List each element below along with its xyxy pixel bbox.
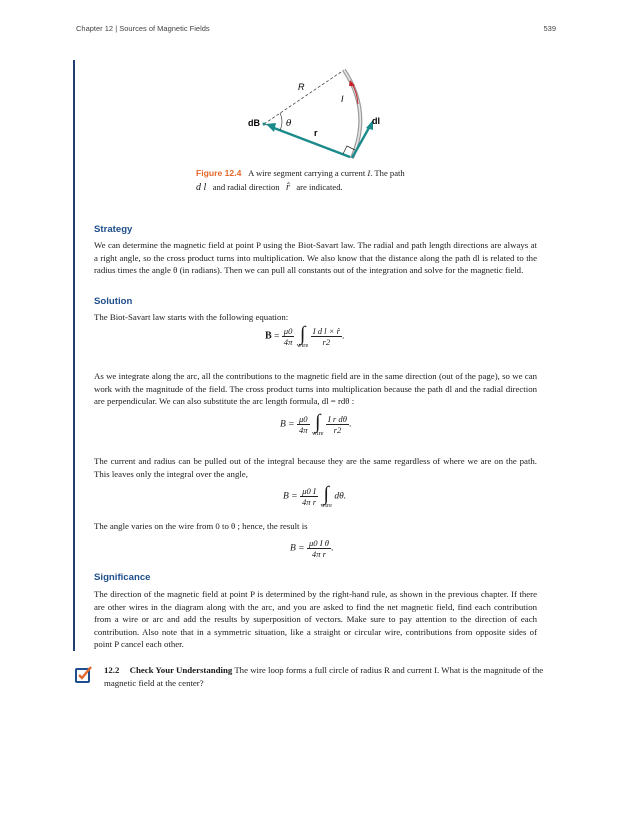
eq1-int-sub: wire [296, 342, 309, 349]
eq3-integrand: dθ. [334, 491, 347, 502]
caption-current: I [367, 168, 371, 178]
running-header-chapter: Chapter 12 | Sources of Magnetic Fields [76, 24, 210, 33]
equation-result: B = $\frac{\text{μ0 I θ}}{\text{4π r}}$ . [290, 538, 334, 559]
caption-dl: d l [196, 182, 207, 193]
point-p-dot [263, 123, 266, 126]
equation-arc-substitution: B = $\frac{\mu 0}{4\pi}$ ∫ wire $\frac{\text{I r dθ}}{r2}$ . [280, 411, 352, 437]
equation-angle-integral: B = $\frac{\mu 0 I}{\text{4π r}}$ ∫ wire dθ. [283, 483, 347, 509]
eq4-den: 4π r [311, 549, 327, 559]
check-your-understanding-icon [74, 664, 94, 684]
strategy-paragraph: We can determine the magnetic field at point P using the Biot-Savart law. The radial and path length directions are always at a right angle, so the cross product turns into multiplication. We also know that the distance along the path dl is related to the radius times the angle θ (in radians). Then we can pull all constants out of the integration and solve for the magnetic field. [94, 240, 537, 276]
r-vector [274, 128, 350, 157]
significance-paragraph: The direction of the magnetic field at point P is determined by the right-hand rule, as shown in the previous chapter. If there are other wires in the diagram along with the arc, and you are asked to find the net magnetic field, find each contribution from a wire or arc and add the results by superposition of vectors. Make sure to pay attention to the direction of each contribution. Also note that in a symmetric situation, like a straight or circular wire, contributions from opposite sides of point P cancel each other. [94, 589, 537, 650]
eq4-num: μ0 I θ [308, 538, 329, 548]
figure-caption [196, 166, 486, 195]
eq1-integrand-den: r2 [322, 337, 331, 347]
eq4-lhs: B = [290, 543, 305, 554]
caption-text-1: A wire segment carrying a current [248, 168, 366, 178]
eq2-num: μ0 [298, 414, 308, 424]
eq3-lhs: B = [283, 491, 298, 502]
significance-heading: Significance [94, 572, 151, 583]
eq2-den: 4π [298, 425, 308, 435]
eq3-int-sub: wire [320, 502, 333, 509]
label-r: r [314, 128, 318, 138]
eq3-den: 4π r [301, 497, 317, 507]
caption-text-2: . The path [370, 168, 405, 178]
eq1-num: μ0 [283, 326, 293, 336]
figure-label: Figure 12.4 [196, 168, 242, 178]
solution-intro: The Biot-Savart law starts with the following equation: [94, 312, 289, 322]
eq2-integrand-den: r2 [333, 425, 342, 435]
eq1-lhs: B [265, 330, 272, 342]
check-number: 12.2 [104, 665, 120, 675]
eq2-integrand-num: I r dθ [327, 414, 347, 424]
solution-paragraph-4: The angle varies on the wire from 0 to θ ; hence, the result is [94, 521, 308, 531]
label-I: I [341, 94, 344, 104]
equation-biot-savart: B = $\frac{\mu 0}{4\pi}$ ∫ wire $\frac{\text{I d l × r̂}}{r2}$ . [265, 323, 345, 349]
caption-text-4: are indicated. [296, 182, 343, 192]
caption-text-3: and radial direction [212, 182, 280, 192]
label-dl: dl [372, 116, 380, 126]
check-title: Check Your Understanding [129, 665, 233, 675]
solution-heading: Solution [94, 296, 133, 307]
example-sidebar-rule [73, 60, 75, 651]
theta-arc [280, 113, 282, 130]
eq2-lhs: B = [280, 419, 295, 430]
check-your-understanding [104, 664, 550, 689]
r-arrowhead [266, 123, 276, 132]
label-dB: dB [248, 118, 260, 128]
caption-r-hat: r̂ [286, 182, 290, 193]
solution-paragraph-3: The current and radius can be pulled out of the integral because they are the same regardless of where we are on the path. This leaves only the integral over the angle, [94, 456, 537, 479]
check-text: The wire loop forms a full circle of radius R and current I. What is the magnitude of the magnetic field at the center? [104, 665, 544, 688]
eq3-num: μ0 I [302, 486, 316, 496]
eq1-den: 4π [283, 337, 293, 347]
strategy-heading: Strategy [94, 224, 133, 235]
solution-paragraph-2: As we integrate along the arc, all the contributions to the magnetic field are in the same direction (out of the page), so we can work with the magnitude of the field. The cross product turns into multiplication because the path dl and the radial direction are perpendicular. We can also substitute the arc length formula, dl = rdθ : [94, 371, 537, 407]
radius-dashed-line-top [264, 70, 344, 124]
label-theta: θ [286, 119, 292, 129]
biot-savart-arc-figure [240, 62, 400, 172]
eq2-int-sub: wire [311, 430, 324, 437]
eq1-integrand-num: I d l × r̂ [312, 326, 341, 336]
page-number: 539 [543, 24, 556, 33]
label-R: R [298, 82, 305, 92]
